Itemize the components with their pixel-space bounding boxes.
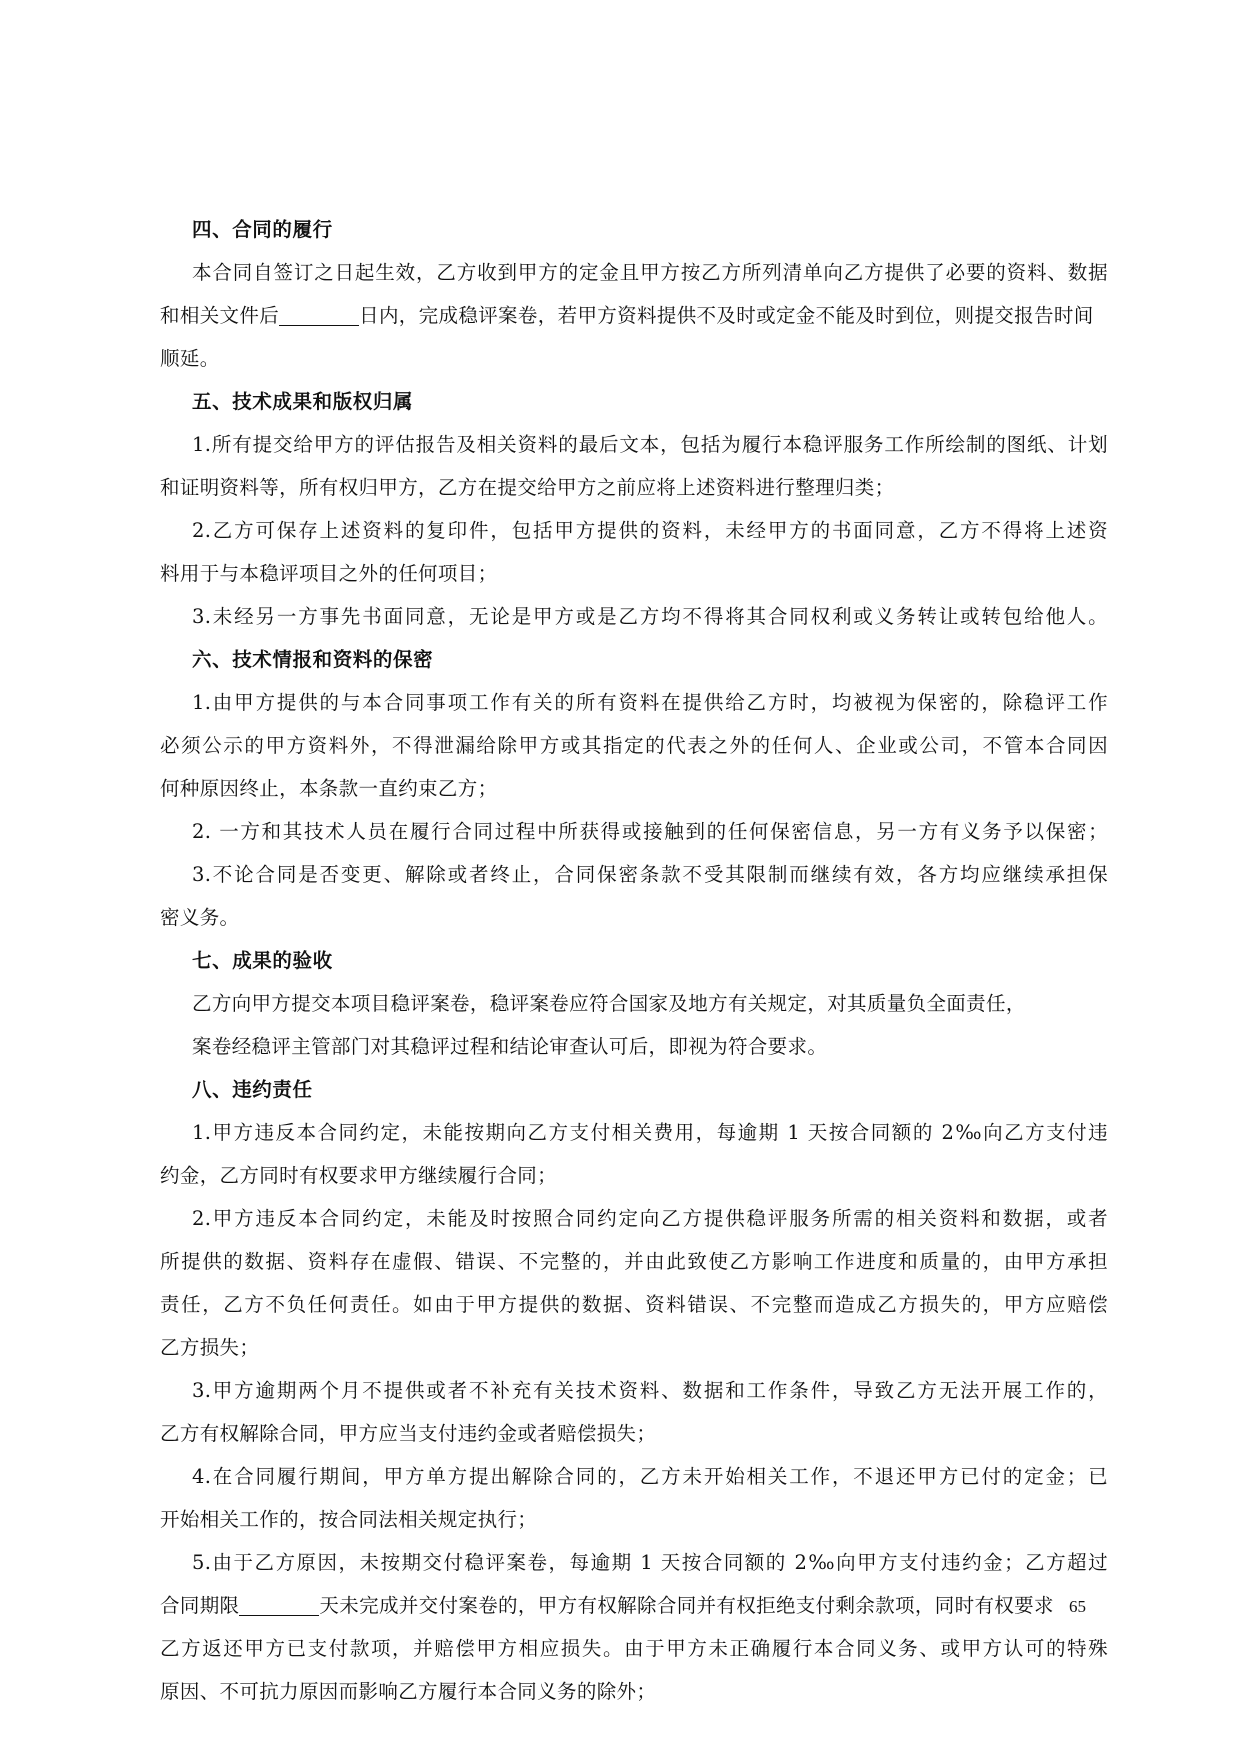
paragraph-line: 开始相关工作的，按合同法相关规定执行； [160,1508,538,1531]
paragraph-line: 责任，乙方不负任何责任。如由于甲方提供的数据、资料错误、不完整而造成乙方损失的，甲方应赔偿 [160,1293,1108,1316]
paragraph-line: 乙方有权解除合同，甲方应当支付违约金或者赔偿损失； [160,1422,657,1445]
section-heading-liability: 八、违约责任 [192,1078,313,1101]
paragraph-line: 乙方返还甲方已支付款项，并赔偿甲方相应损失。由于甲方未正确履行本合同义务、或甲方认可的特殊 [160,1637,1108,1660]
paragraph-line: 原因、不可抗力原因而影响乙方履行本合同义务的除外； [160,1680,657,1703]
paragraph-line: 2.甲方违反本合同约定，未能及时按照合同约定向乙方提供稳评服务所需的相关资料和数据，或者 [192,1207,1108,1230]
section-heading-performance: 四、合同的履行 [192,218,333,241]
paragraph-line [160,294,1108,337]
paragraph-line: 3.甲方逾期两个月不提供或者不补充有关技术资料、数据和工作条件，导致乙方无法开展工作的， [192,1379,1108,1402]
paragraph-line: 约金，乙方同时有权要求甲方继续履行合同； [160,1164,558,1187]
paragraph-line: 必须公示的甲方资料外，不得泄漏给除甲方或其指定的代表之外的任何人、企业或公司，不管本合同因 [160,734,1108,757]
text-fragment: 日内，完成稳评案卷，若甲方资料提供不及时或定金不能及时到位，则提交报告时间 [359,304,1094,327]
paragraph-line: 3.不论合同是否变更、解除或者终止，合同保密条款不受其限制而继续有效，各方均应继续承担保 [192,863,1108,886]
paragraph-line: 本合同自签订之日起生效，乙方收到甲方的定金且甲方按乙方所列清单向乙方提供了必要的资料、数据 [192,261,1108,284]
page-number: 65 [1069,1597,1086,1616]
fill-in-blank-days [239,1589,319,1616]
paragraph-line: 密义务。 [160,906,240,929]
text-fragment: 合同期限 [160,1594,240,1617]
paragraph-line: 料用于与本稳评项目之外的任何项目； [160,562,498,585]
section-heading-confidentiality: 六、技术情报和资料的保密 [192,648,434,671]
paragraph-line: 3.未经另一方事先书面同意，无论是甲方或是乙方均不得将其合同权利或义务转让或转包给他人。 [192,605,1108,628]
text-fragment: 和相关文件后 [160,304,280,327]
paragraph-line: 乙方损失； [160,1336,260,1359]
section-heading-acceptance: 七、成果的验收 [192,949,333,972]
paragraph-line: 案卷经稳评主管部门对其稳评过程和结论审查认可后，即视为符合要求。 [192,1035,828,1058]
fill-in-blank-days [279,299,359,326]
contract-text [160,208,1108,1713]
paragraph-line: 1.所有提交给甲方的评估报告及相关资料的最后文本，包括为履行本稳评服务工作所绘制的图纸、计划 [192,433,1108,456]
paragraph-line: 所提供的数据、资料存在虚假、错误、不完整的，并由此致使乙方影响工作进度和质量的，由甲方承担 [160,1250,1108,1273]
paragraph-line [160,1584,1108,1627]
paragraph-line: 2.乙方可保存上述资料的复印件，包括甲方提供的资料，未经甲方的书面同意，乙方不得将上述资 [192,519,1108,542]
paragraph-line: 5.由于乙方原因，未按期交付稳评案卷，每逾期 1 天按合同额的 2‰向甲方支付违约金；乙方超过 [192,1551,1108,1574]
paragraph-line: 乙方向甲方提交本项目稳评案卷，稳评案卷应符合国家及地方有关规定，对其质量负全面责任， [192,992,1026,1015]
paragraph-line: 1.甲方违反本合同约定，未能按期向乙方支付相关费用，每逾期 1 天按合同额的 2‰向乙方支付违 [192,1121,1108,1144]
section-heading-ip-ownership: 五、技术成果和版权归属 [192,390,414,413]
paragraph-line: 顺延。 [160,347,220,370]
paragraph-line: 2. 一方和其技术人员在履行合同过程中所获得或接触到的任何保密信息，另一方有义务予以保密； [192,820,1108,843]
paragraph-line: 4.在合同履行期间，甲方单方提出解除合同的，乙方未开始相关工作，不退还甲方已付的定金；已 [192,1465,1108,1488]
paragraph-line: 和证明资料等，所有权归甲方，乙方在提交给甲方之前应将上述资料进行整理归类； [160,476,895,499]
paragraph-line: 1.由甲方提供的与本合同事项工作有关的所有资料在提供给乙方时，均被视为保密的，除稳评工作 [192,691,1108,714]
text-fragment: 天未完成并交付案卷的，甲方有权解除合同并有权拒绝支付剩余款项，同时有权要求 [319,1594,1054,1617]
paragraph-line: 何种原因终止，本条款一直约束乙方； [160,777,498,800]
